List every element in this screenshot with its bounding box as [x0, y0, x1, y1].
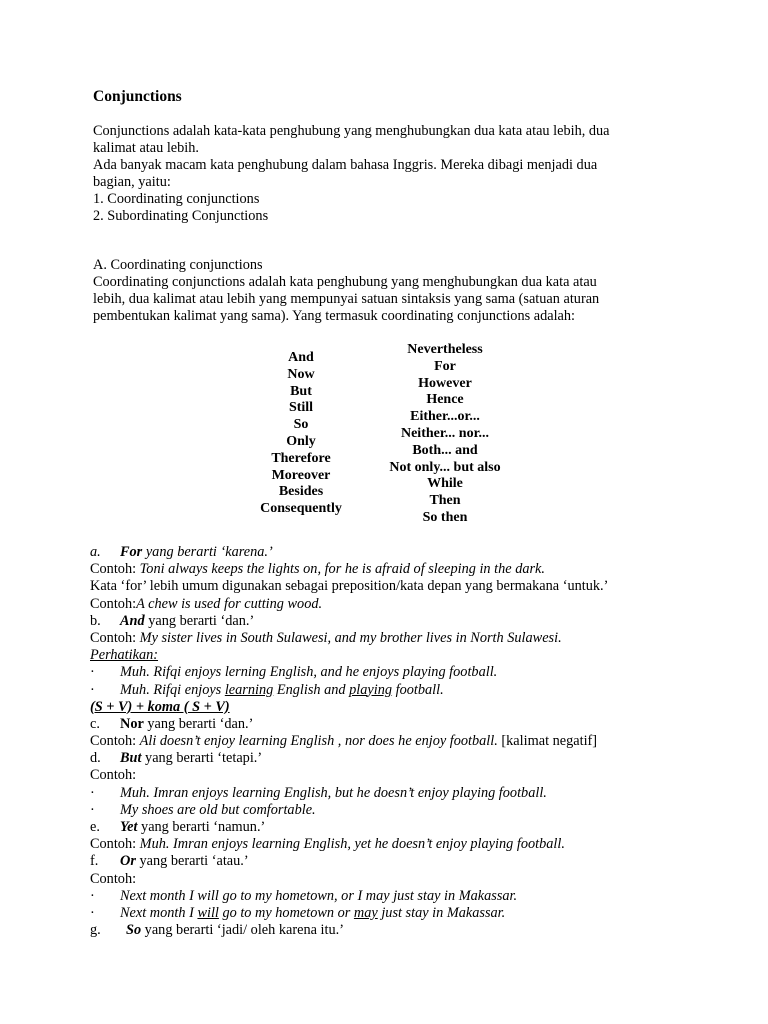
example-e-heading: e. Yet yang berarti ‘namun.’	[90, 819, 266, 835]
conjunction-item: Consequently	[260, 501, 342, 517]
intro-list-item: 1. Coordinating conjunctions	[93, 191, 260, 207]
example-f-heading: f. Or yang berarti ‘atau.’	[90, 853, 249, 870]
intro-paragraph	[93, 123, 693, 225]
conjunction-item: Now	[287, 366, 315, 382]
conjunction-word: But	[120, 750, 142, 767]
conjunction-item: While	[427, 476, 463, 492]
conjunction-item: Both... and	[412, 442, 478, 458]
example-f-bullet: · Next month I will go to my hometown or may just stay in Makassar.	[90, 904, 506, 921]
conjunction-item: Still	[288, 400, 314, 416]
example-d-heading: d. But yang berarti ‘tetapi.’	[90, 750, 263, 767]
section-a	[93, 257, 693, 325]
bullet-icon: ·	[90, 784, 95, 801]
example-b-contoh: Contoh: My sister lives in South Sulawesi, and my brother lives in North Sulawesi.	[90, 629, 562, 646]
example-e-contoh: Contoh: Muh. Imran enjoys learning English, yet he doesn’t enjoy playing football.	[90, 836, 565, 853]
example-a-contoh2: Contoh:A chew is used for cutting wood.	[90, 595, 323, 612]
example-f-bullet: · Next month I will go to my hometown, or I may just stay in Makassar.	[90, 887, 518, 904]
conjunction-word: And	[120, 612, 145, 629]
example-a-note: Kata ‘for’ lebih umum digunakan sebagai preposition/kata depan yang bermakana ‘untuk.’	[90, 578, 609, 595]
conjunction-list-right	[375, 342, 515, 527]
example-a-heading: a. For yang berarti ‘karena.’	[90, 544, 273, 560]
example-a-contoh: Contoh: Toni always keeps the lights on, for he is afraid of sleeping in the dark.	[90, 561, 545, 578]
section-line: lebih, dua kalimat atau lebih yang mempunyai satuan sintaksis yang sama (satuan aturan	[93, 291, 600, 307]
example-c-contoh: Contoh: Ali doesn’t enjoy learning English , nor does he enjoy football. [kalimat negatif]	[90, 733, 598, 750]
example-d-bullet: · My shoes are old but comfortable.	[90, 801, 316, 818]
conjunction-item: Not only... but also	[389, 459, 501, 475]
conjunction-item: Then	[429, 493, 461, 509]
section-heading: A. Coordinating conjunctions	[93, 257, 263, 273]
conjunction-item: Moreover	[271, 467, 331, 483]
conjunction-word: Nor	[120, 715, 144, 732]
example-b-bullet: · Muh. Rifqi enjoys lerning English, and he enjoys playing football.	[90, 664, 498, 681]
formula: (S + V) + koma ( S + V)	[90, 698, 230, 715]
bullet-icon: ·	[90, 904, 95, 921]
conjunction-item: Hence	[426, 392, 464, 408]
bullet-icon: ·	[90, 801, 95, 818]
example-b-heading: b. And yang berarti ‘dan.’	[90, 612, 255, 629]
intro-line: kalimat atau lebih.	[93, 140, 199, 156]
example-g-heading: g. So yang berarti ‘jadi/ oleh karena itu.’	[90, 922, 344, 939]
example-c-heading: c. Nor yang berarti ‘dan.’	[90, 715, 254, 732]
section-line: Coordinating conjunctions adalah kata penghubung yang menghubungkan dua kata atau	[93, 274, 597, 290]
example-d-contoh: Contoh:	[90, 767, 137, 784]
conjunction-item: Either...or...	[410, 409, 480, 425]
conjunction-item: But	[290, 383, 312, 399]
conjunction-item: So	[293, 417, 309, 433]
conjunction-item: And	[288, 350, 314, 365]
conjunction-item: Therefore	[271, 450, 331, 466]
conjunction-item: Nevertheless	[407, 342, 483, 357]
conjunction-word: So	[126, 922, 142, 939]
bullet-icon: ·	[90, 887, 95, 904]
examples-section	[90, 544, 710, 939]
section-line: pembentukan kalimat yang sama). Yang termasuk coordinating conjunctions adalah:	[93, 308, 576, 324]
conjunction-item: So then	[422, 509, 468, 525]
conjunction-item: Only	[286, 433, 316, 449]
perhatikan-label: Perhatikan:	[90, 647, 159, 664]
intro-line: Conjunctions adalah kata-kata penghubung yang menghubungkan dua kata atau lebih, dua	[93, 123, 610, 139]
conjunction-item: For	[434, 358, 456, 374]
intro-list-item: 2. Subordinating Conjunctions	[93, 208, 269, 224]
conjunction-list-left	[241, 350, 361, 518]
example-b-bullet: · Muh. Rifqi enjoys learning English and playing football.	[90, 681, 444, 698]
conjunction-word: Yet	[120, 819, 138, 835]
bullet-icon: ·	[90, 664, 95, 681]
conjunction-word: For	[120, 544, 143, 560]
page-title: Conjunctions	[93, 88, 182, 105]
example-d-bullet: · Muh. Imran enjoys learning English, but he doesn’t enjoy playing football.	[90, 784, 547, 801]
conjunction-word: Or	[120, 853, 136, 870]
intro-line: bagian, yaitu:	[93, 174, 171, 190]
conjunction-item: Neither... nor...	[400, 425, 490, 441]
bullet-icon: ·	[90, 681, 95, 698]
conjunction-item: However	[418, 375, 472, 391]
intro-line: Ada banyak macam kata penghubung dalam bahasa Inggris. Mereka dibagi menjadi dua	[93, 157, 598, 173]
example-f-contoh: Contoh:	[90, 870, 137, 887]
conjunction-item: Besides	[278, 484, 324, 500]
